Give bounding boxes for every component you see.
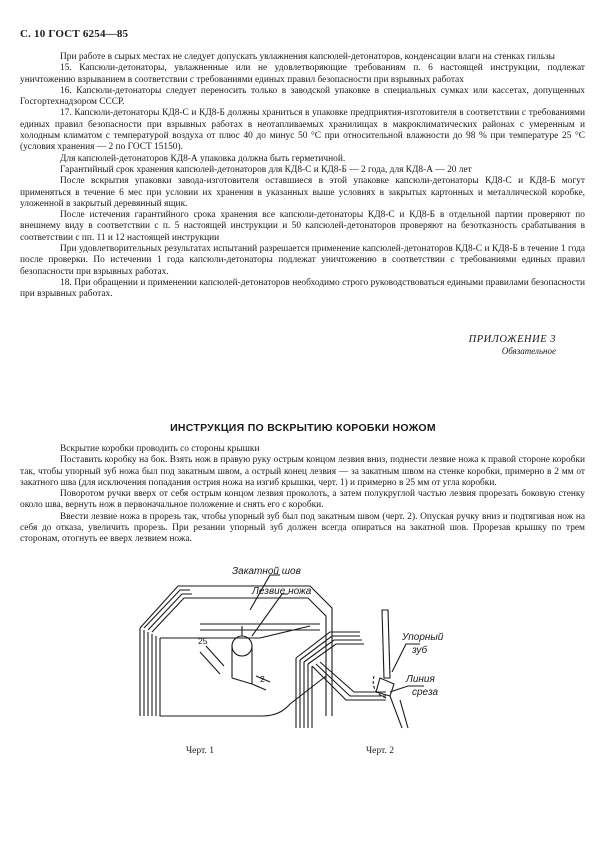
paragraph: 18. При обращении и применении капсюлей-детонаторов необходимо строго руководствоваться едиными правилами безопасности при взрывных работах. [20, 277, 585, 300]
paragraph: При работе в сырых местах не следует допускать увлажнения капсюлей-детонаторов, конденсации влаги на стенках гильзы [60, 52, 555, 62]
figure-1-label-seam: Закатной шов [232, 566, 301, 577]
paragraph: 17. Капсюли-детонаторы КД8-С и КД8-Б должны храниться в упаковке предприятия-изготовителя в соответствии с требованиями единых правил безопасности при взрывных работах в неотапливаемых хранилищах в макроклиматических районах с умеренным и холодным климатом с температурой воздуха от плюс 40 до минус 50 °С при относительной влажности до 98 % при температуре 25 °С (условия хранения — 2 по ГОСТ 15150). [20, 108, 585, 153]
page-header: С. 10 ГОСТ 6254—85 [20, 28, 129, 40]
instruction-paragraph: Поворотом ручки вверх от себя острым концом лезвия проколоть, а затем полукруглой частью лезвия прорезать боковую стенку около шва, вернуть нож в первоначальное положение и снять его с коробки. [20, 489, 585, 511]
figure-2 [290, 588, 470, 733]
paragraph: 15. Капсюли-детонаторы, увлажненные или не удовлетворяющие требованиям п. 6 настоящей инструкции, подлежат уничтожению взрыванием в соответствии с требованиями единых правил безопасности при взрывных работах [20, 63, 585, 85]
paragraph: Гарантийный срок хранения капсюлей-детонаторов для КД8-С и КД8-Б — 2 года, для КД8-А — 20 лет [60, 164, 472, 175]
figure-2-caption: Черт. 2 [366, 746, 394, 756]
paragraph: После вскрытия упаковки завода-изготовителя оставшиеся в этой упаковке капсюли-детонаторы КД8-С и КД8-Б могут применяться в течение 6 мес при условии их хранения в указанных выше условиях в закрытых картонных и металлической коробке, уложенной в закрытый деревянный ящик. [20, 176, 585, 209]
figure-2-label-cut-1: Линия [406, 674, 435, 685]
paragraph: После истечения гарантийного срока хранения все капсюли-детонаторы КД8-С и КД8-Б в отдельной партии проверяют по внешнему виду в соответствии с п. 5 настоящей инструкции и 50 капсюлей-детонаторов проверяют на безотказность срабатывания в соответствии с пп. 11 и 12 настоящей инструкции [20, 210, 585, 243]
paragraph: При удовлетворительных результатах испытаний разрешается применение капсюлей-детонаторов КД8-С и КД8-Б в течение 1 года после проверки. По истечении 1 года капсюли-детонаторы подлежат уничтожению в соответствии с требованиями единых правил безопасности при взрывных работах. [20, 244, 585, 277]
instruction-paragraph: Поставить коробку на бок. Взять нож в правую руку острым концом лезвия вниз, поднести лезвие ножа к правой стороне коробки так, чтобы упорный зуб ножа был под закатным швом, а острый конец лезвия — за закатным швом на стенке коробки, примерно в 2 мм от закатного шва (для исключения попадания острия ножа на изгиб крышки, черт. 1) и примерно в 25 мм от угла коробки. [20, 455, 585, 488]
body-text [20, 52, 585, 301]
figure-2-drawing [290, 588, 470, 733]
appendix-title: ПРИЛОЖЕНИЕ 3 [468, 334, 556, 345]
figure-1-label-blade: Лезвие ножа [252, 586, 312, 597]
figure-2-label-tooth-2: зуб [412, 645, 428, 656]
figure-1-caption: Черт. 1 [186, 746, 214, 756]
figure-2-label-tooth-1: Упорный [402, 632, 444, 643]
instruction-title: ИНСТРУКЦИЯ ПО ВСКРЫТИЮ КОРОБКИ НОЖОМ [170, 422, 436, 434]
appendix-subtitle: Обязательное [501, 346, 556, 356]
instruction-paragraph: Ввести лезвие ножа в прорезь так, чтобы упорный зуб был под закатным швом (черт. 2). Опуская ручку вниз и подтягивая нож на себя до отказа, увеличить прорезь. При резании упорный зуб должен всегда опираться на закатной шов. Прорезав крышку по трем сторонам, отогнуть ее вверх лезвием ножа. [20, 511, 585, 545]
instruction-text [20, 444, 585, 546]
appendix-heading [469, 334, 556, 356]
instruction-paragraph: Вскрытие коробки проводить со стороны крышки [60, 444, 260, 454]
paragraph: Для капсюлей-детонаторов КД8-А упаковка должна быть герметичной. [60, 153, 346, 164]
figure-1-dim-25: 25 [198, 636, 208, 646]
figure-1-dim-2: 2 [260, 674, 265, 684]
paragraph: 16. Капсюли-детонаторы следует переносить только в заводской упаковке в специальных сумках или кассетах, допущенных Госгортехнадзором СССР. [20, 85, 585, 108]
figure-2-label-cut-2: среза [412, 687, 439, 698]
